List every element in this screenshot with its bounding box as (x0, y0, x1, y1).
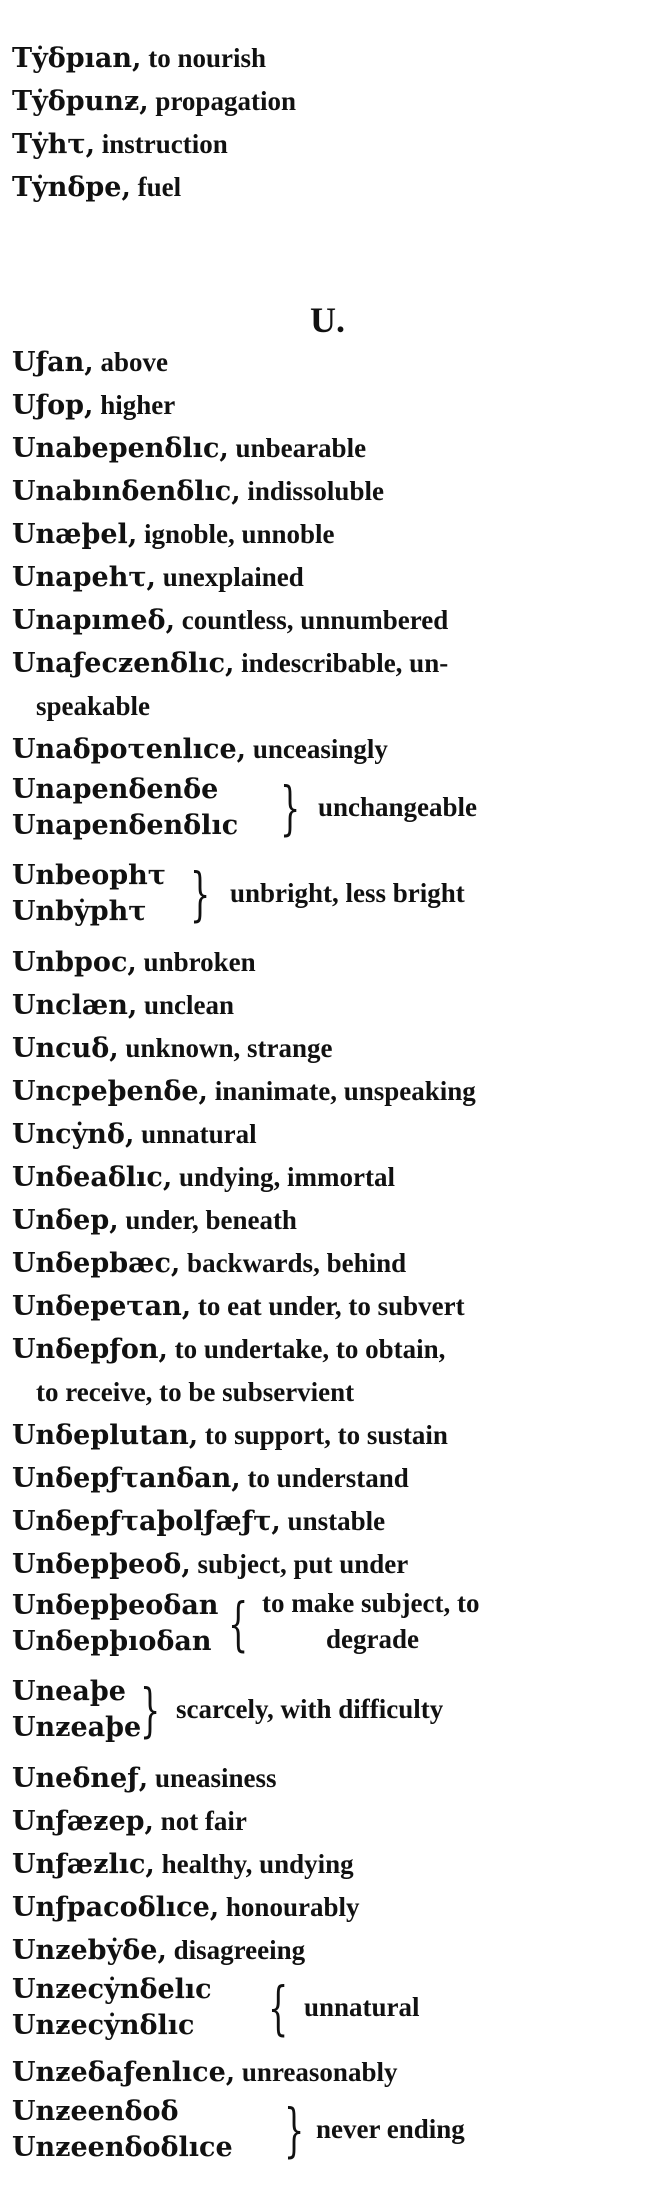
entry-uncuth: Uncuδ, unknown, strange (12, 1033, 333, 1064)
brace-icon: { (228, 1590, 249, 1658)
entry-unclaen: Unclæn, unclean (12, 990, 235, 1021)
group-meaning: scarcely, with difficulty (176, 1694, 444, 1724)
entry-unabindendlic: Unabınδenδlıc, indissoluble (12, 476, 384, 507)
group-word: Unapenδenδlıc (12, 810, 239, 841)
group-meaning: unchangeable (318, 792, 478, 822)
brace-icon: } (140, 1676, 161, 1744)
entry-unaberendlic: Unabepenδlıc, unbearable (12, 433, 367, 464)
group-meaning: unnatural (304, 1992, 420, 2022)
entry-understandan: Unδepƒτanδan, to understand (12, 1463, 409, 1494)
entry-tydrung: Tẏδpunƶ, propagation (12, 86, 296, 117)
entry-unasecgendlic: Unaƒecƶenδlıc, indescribable, un- (12, 648, 449, 679)
group-word: Unapenδenδe (12, 774, 219, 805)
brace-icon: { (268, 1974, 289, 2042)
continuation-receive: to receive, to be subservient (36, 1377, 355, 1407)
entry-unareht: Unapehτ, unexplained (12, 562, 304, 593)
entry-unfaeger: Unƒæƶep, not fair (12, 1806, 247, 1837)
entry-unedner: Uneδneƒ, uneasiness (12, 1763, 277, 1794)
group-unnatural (12, 1972, 632, 2044)
brace-icon: } (190, 860, 211, 928)
entry-tyndre: Tẏnδpe, fuel (12, 172, 182, 203)
group-word: Unbeophτ (12, 860, 166, 891)
group-word: Unδepþıoδan (12, 1626, 212, 1657)
group-word: Unƶeenδoδlıce (12, 2132, 233, 2163)
entry-ungedaferlice: Unƶeδaƒenlıce, unreasonably (12, 2057, 398, 2088)
entry-tyht: Tẏhτ, instruction (12, 129, 228, 160)
group-make-subject (12, 1588, 652, 1660)
entry-underfon: Unδepƒon, to undertake, to obtain, (12, 1334, 446, 1365)
group-word: Unbẏphτ (12, 896, 147, 927)
group-meaning: unbright, less bright (230, 878, 465, 908)
group-word: Unδepþeoδan (12, 1590, 219, 1621)
brace-icon: } (280, 774, 301, 842)
entry-unbroc: Unbpoc, unbroken (12, 947, 256, 978)
group-unbright (12, 858, 632, 930)
group-never-ending (12, 2094, 632, 2166)
entry-unarimed: Unapımeδ, countless, unnumbered (12, 605, 449, 636)
group-scarcely (12, 1674, 652, 1746)
entry-under: Unδep, under, beneath (12, 1205, 297, 1236)
continuation-speakable: speakable (36, 691, 151, 721)
group-word: Unƶecẏnδelıc (12, 1974, 212, 2005)
group-word: Uneaþe (12, 1676, 126, 1707)
group-meaning-line1: to make subject, to (262, 1588, 480, 1618)
brace-icon: } (284, 2096, 305, 2164)
entry-unadrotenlice: Unaδpoτenlıce, unceasingly (12, 734, 388, 765)
entry-underlutan: Unδeplutan, to support, to sustain (12, 1420, 448, 1451)
entry-uncynd: Uncẏnδ, unnatural (12, 1119, 257, 1150)
section-heading-u: U. (310, 300, 345, 340)
entry-understathol: Unδepƒτaþolƒæƒτ, unstable (12, 1506, 386, 1537)
group-word: Unƶecẏnδlıc (12, 2010, 195, 2041)
group-word: Unƶeaþe (12, 1712, 142, 1743)
group-unchangeable (12, 772, 632, 844)
entry-unfracodlice: Unƒpacoδlıce, honourably (12, 1892, 360, 1923)
entry-underbaec: Unδepbæc, backwards, behind (12, 1248, 407, 1279)
group-meaning-line2: degrade (326, 1624, 419, 1654)
entry-unaethel: Unæþel, ignoble, unnoble (12, 519, 335, 550)
group-word: Unƶeenδoδ (12, 2096, 179, 2127)
entry-undeadlic: Unδeaδlıc, undying, immortal (12, 1162, 396, 1193)
entry-uncwethende: Uncpeþenδe, inanimate, unspeaking (12, 1076, 476, 1107)
entry-underetan: Unδepeτan, to eat under, to subvert (12, 1291, 465, 1322)
entry-ungebyde: Unƶebẏδe, disagreeing (12, 1935, 306, 1966)
entry-ufan: Uƒan, above (12, 347, 168, 378)
entry-undertheod: Unδepþeoδ, subject, put under (12, 1549, 409, 1580)
entry-unfaeglic: Unƒæƶlıc, healthy, undying (12, 1849, 354, 1880)
entry-tydrian: Tẏδpıan, to nourish (12, 43, 266, 74)
group-meaning: never ending (316, 2114, 465, 2144)
entry-ufor: Uƒop, higher (12, 390, 176, 421)
